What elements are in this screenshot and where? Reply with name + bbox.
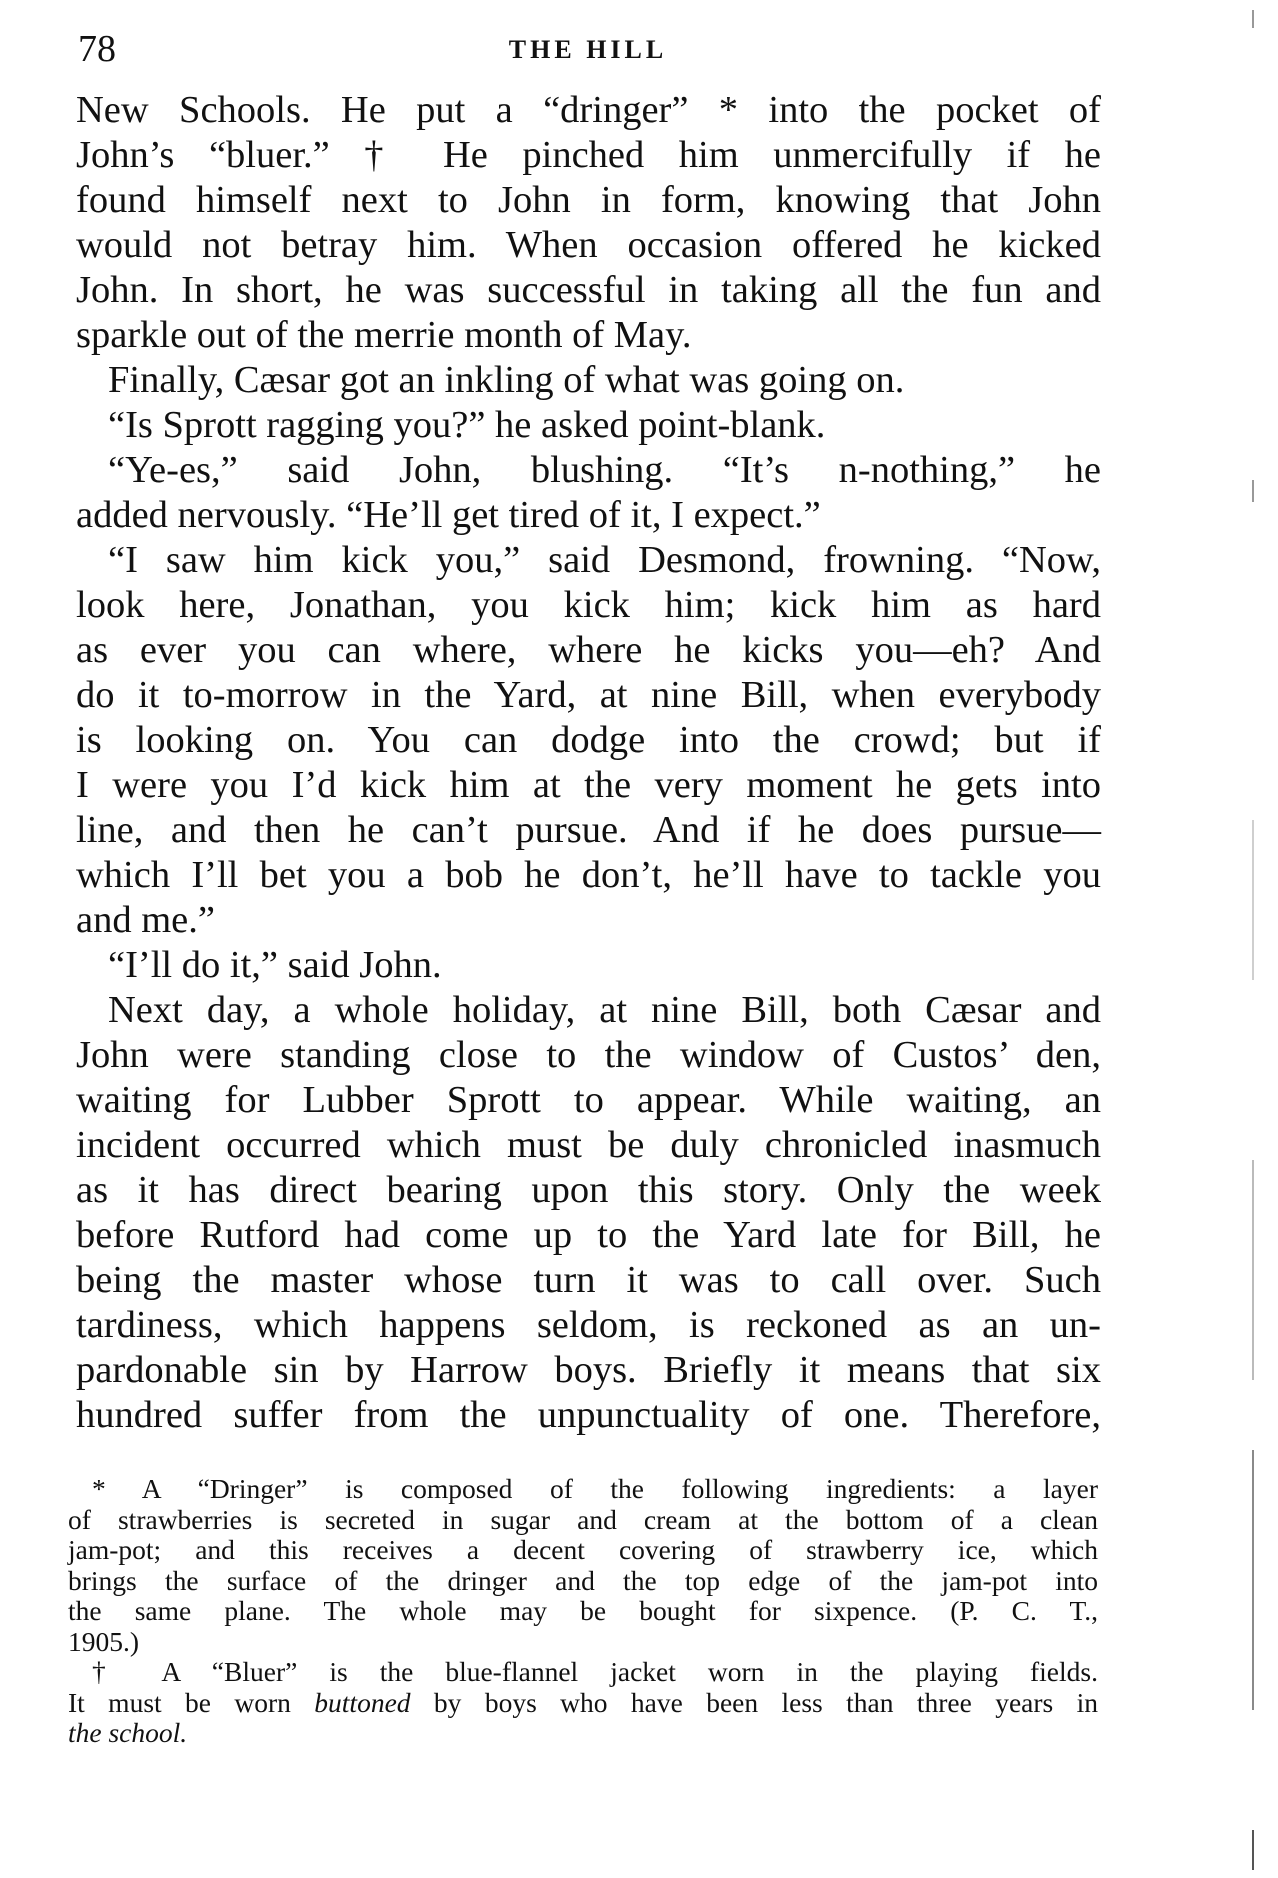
- scan-margin-marks: [1246, 0, 1266, 1878]
- text-line: which I’ll bet you a bob he don’t, he’ll have to tackle you: [76, 854, 1101, 896]
- scan-mark: [1252, 10, 1254, 28]
- text-line: being the master whose turn it was to call over. Such: [76, 1259, 1101, 1301]
- footnote-line: of strawberries is secreted in sugar and cream at the bottom of a clean: [68, 1503, 1098, 1535]
- footnote-emphasis: buttoned: [314, 1686, 411, 1718]
- text-line: found himself next to John in form, knowing that John: [76, 179, 1101, 221]
- footnote-text: It must be worn: [68, 1686, 315, 1718]
- text-line: hundred suffer from the unpunctuality of one. Therefore,: [76, 1394, 1101, 1436]
- footnote-line: [68, 1688, 1098, 1719]
- text-line: tardiness, which happens seldom, is reckoned as an un-: [76, 1304, 1101, 1346]
- text-line: John. In short, he was successful in taking all the fun and: [76, 269, 1101, 311]
- text-line: “I saw him kick you,” said Desmond, frowning. “Now,: [108, 539, 1101, 581]
- footnote-text: by boys who have been less than three years in: [410, 1686, 1098, 1718]
- text-line: John were standing close to the window of Custos’ den,: [76, 1034, 1101, 1076]
- footnote-line: 1905.): [68, 1625, 140, 1657]
- text-line: pardonable sin by Harrow boys. Briefly it means that six: [76, 1349, 1101, 1391]
- footnote-line: * A “Dringer” is composed of the following ingredients: a layer: [92, 1473, 1098, 1504]
- text-line: “Is Sprott ragging you?” he asked point-blank.: [108, 404, 826, 446]
- text-line: as it has direct bearing upon this story. Only the week: [76, 1169, 1101, 1211]
- text-line: incident occurred which must be duly chronicled inasmuch: [76, 1124, 1101, 1166]
- text-line: as ever you can where, where he kicks you—eh? And: [76, 629, 1101, 671]
- footnote-line: the school.: [68, 1717, 188, 1748]
- scan-mark: [1252, 480, 1254, 502]
- footnotes: [68, 1474, 1098, 1749]
- text-line: Next day, a whole holiday, at nine Bill, both Cæsar and: [108, 989, 1101, 1031]
- text-line: added nervously. “He’ll get tired of it, I expect.”: [76, 494, 821, 536]
- scan-mark: [1252, 1830, 1254, 1870]
- text-line: before Rutford had come up to the Yard late for Bill, he: [76, 1214, 1101, 1256]
- text-line: would not betray him. When occasion offered he kicked: [76, 224, 1101, 266]
- footnote-line: brings the surface of the dringer and the top edge of the jam-pot into: [68, 1564, 1098, 1596]
- body-text: [76, 88, 1101, 1438]
- footnote-line: † A “Bluer” is the blue-flannel jacket worn in the playing fields.: [92, 1656, 1098, 1687]
- text-line: line, and then he can’t pursue. And if he does pursue—: [76, 809, 1101, 851]
- text-line: I were you I’d kick him at the very moment he gets into: [76, 764, 1101, 806]
- scan-mark: [1252, 1160, 1254, 1380]
- text-line: Finally, Cæsar got an inkling of what was going on.: [108, 359, 905, 401]
- text-line: and me.”: [76, 899, 215, 941]
- footnote-line: jam-pot; and this receives a decent covering of strawberry ice, which: [68, 1534, 1098, 1565]
- text-line: waiting for Lubber Sprott to appear. While waiting, an: [76, 1079, 1101, 1121]
- footnote-line: the same plane. The whole may be bought for sixpence. (P. C. T.,: [68, 1595, 1098, 1626]
- text-line: “Ye-es,” said John, blushing. “It’s n-nothing,” he: [108, 449, 1101, 491]
- running-head: THE HILL: [508, 35, 668, 64]
- page-number: 78: [78, 28, 116, 70]
- text-line: look here, Jonathan, you kick him; kick him as hard: [76, 584, 1101, 626]
- scan-mark: [1252, 820, 1254, 980]
- page-header: [78, 24, 1098, 74]
- text-line: do it to-morrow in the Yard, at nine Bill, when everybody: [76, 674, 1101, 716]
- text-line: sparkle out of the merrie month of May.: [76, 314, 692, 356]
- text-line: “I’ll do it,” said John.: [108, 944, 442, 986]
- text-line: New Schools. He put a “dringer” * into the pocket of: [76, 89, 1101, 131]
- text-line: is looking on. You can dodge into the crowd; but if: [76, 719, 1101, 761]
- scan-mark: [1252, 1450, 1254, 1710]
- text-line: John’s “bluer.” † He pinched him unmercifully if he: [76, 134, 1101, 176]
